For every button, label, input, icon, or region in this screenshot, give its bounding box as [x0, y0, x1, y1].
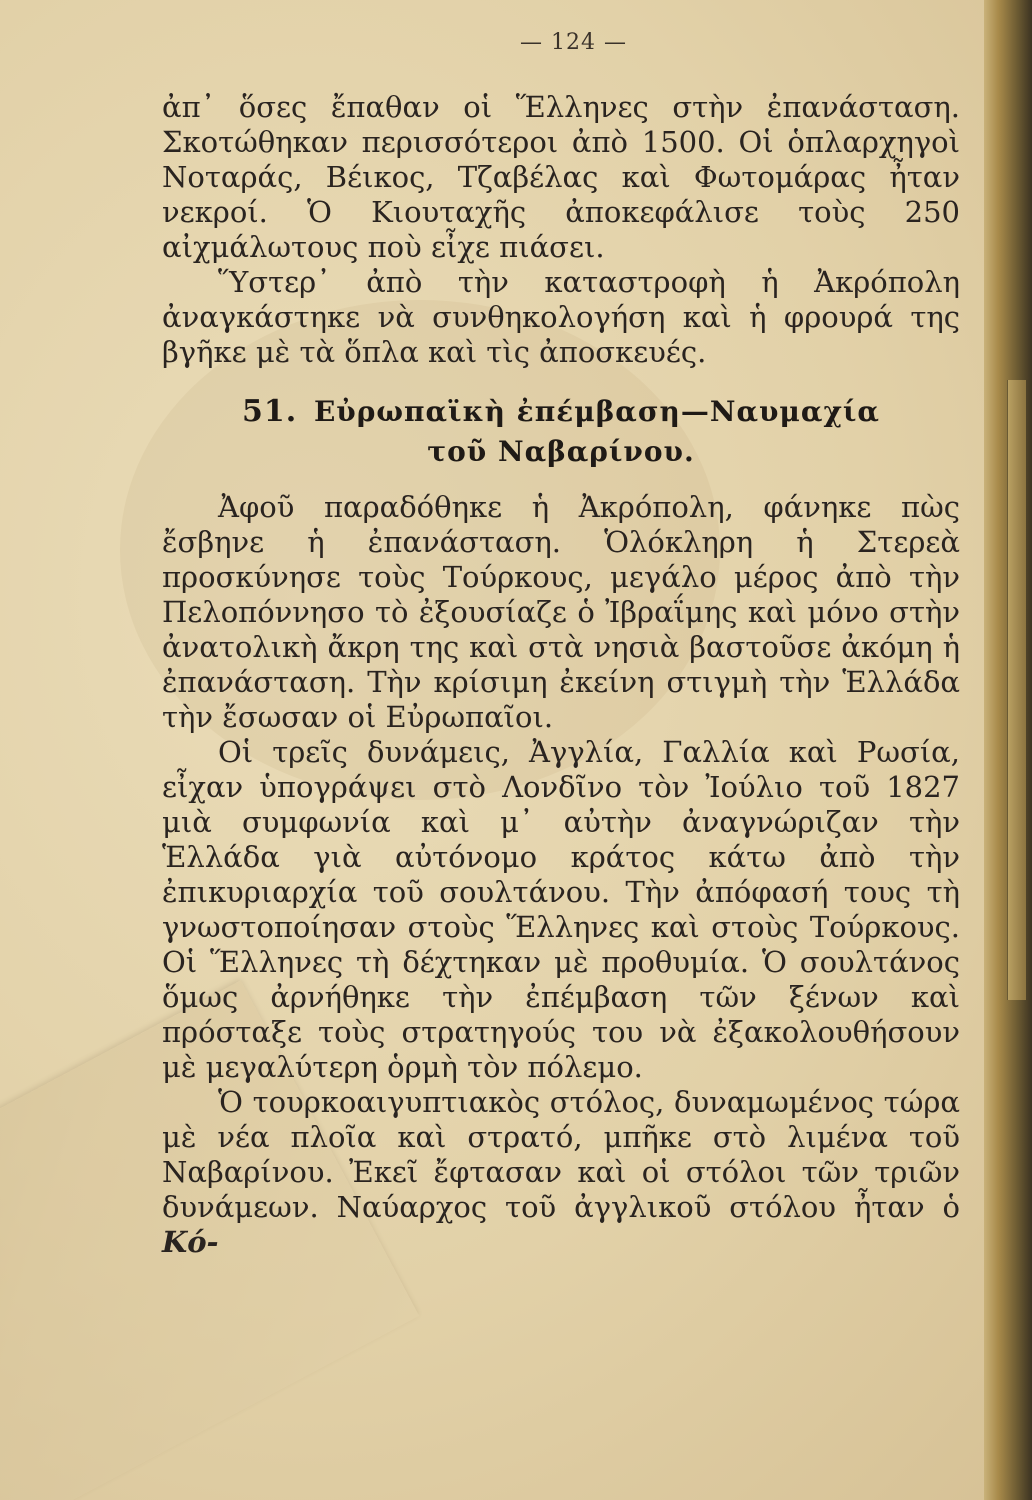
- paragraph-5-text: Ὁ τουρκοαιγυπτιακὸς στόλος, δυναμωμένος τώρα μὲ νέα πλοῖα καὶ στρατό, μπῆκε στὸ λιμένα τοῦ Ναβαρίνου. Ἐκεῖ ἔφτασαν καὶ οἱ στόλοι τῶν τριῶν δυνάμεων. Ναύαρχος τοῦ ἀγγλικοῦ στόλου ἦταν ὁ: [162, 1085, 960, 1224]
- paragraph-2: Ὕστερ᾽ ἀπὸ τὴν καταστροφὴ ἡ Ἀκρόπολη ἀναγκάστηκε νὰ συνθηκολογήση καὶ ἡ φρουρά της βγῆκε μὲ τὰ ὅπλα καὶ τὶς ἀποσκευές.: [162, 265, 960, 369]
- paragraph-5-emphasis: Κό-: [162, 1225, 219, 1259]
- book-spine: [984, 0, 1032, 1500]
- page-number: — 124 —: [520, 30, 627, 55]
- paragraph-5: [162, 1085, 960, 1260]
- section-title-line-2: τοῦ Ναβαρίνου.: [427, 435, 695, 468]
- paragraph-4: Οἱ τρεῖς δυνάμεις, Ἀγγλία, Γαλλία καὶ Ρωσία, εἶχαν ὑπογράψει στὸ Λονδῖνο τὸν Ἰούλιο τοῦ 1827 μιὰ συμφωνία καὶ μ᾽ αὐτὴν ἀναγνώριζαν τὴν Ἑλλάδα γιὰ αὐτόνομο κράτος κάτω ἀπὸ τὴν ἐπικυριαρχία τοῦ σουλτάνου. Τὴν ἀπόφασή τους τὴ γνωστοποίησαν στοὺς Ἕλληνες καὶ στοὺς Τούρκους. Οἱ Ἕλληνες τὴ δέχτηκαν μὲ προθυμία. Ὁ σουλτάνος ὅμως ἀρνήθηκε τὴν ἐπέμβαση τῶν ξένων καὶ πρόσταξε τοὺς στρατηγούς του νὰ ἐξακολουθήσουν μὲ μεγαλύτερη ὁρμὴ τὸν πόλεμο.: [162, 735, 960, 1084]
- paragraph-1: ἀπ᾽ ὅσες ἔπαθαν οἱ Ἕλληνες στὴν ἐπανάσταση. Σκοτώθηκαν περισσότεροι ἀπὸ 1500. Οἱ ὁπλαρχηγοὶ Νοταράς, Βέικος, Τζαβέλας καὶ Φωτομάρας ἦταν νεκροί. Ὁ Κιουταχῆς ἀποκεφάλισε τοὺς 250 αἰχμάλωτους ποὺ εἶχε πιάσει.: [162, 90, 960, 264]
- page-text: [162, 90, 960, 1260]
- spine-label: [1007, 380, 1026, 1000]
- section-number: 51.: [242, 394, 298, 429]
- section-heading: [162, 392, 960, 472]
- section-title-line-1: Εὐρωπαϊκὴ ἐπέμβαση—Ναυμαχία: [313, 395, 880, 428]
- paragraph-3: Ἀφοῦ παραδόθηκε ἡ Ἀκρόπολη, φάνηκε πὼς ἔσβηνε ἡ ἐπανάσταση. Ὁλόκληρη ἡ Στερεὰ προσκύνησε τοὺς Τούρκους, μεγάλο μέρος ἀπὸ τὴν Πελοπόννησο τὸ ἐξουσίαζε ὁ Ἰβραΐμης καὶ μόνο στὴν ἀνατολικὴ ἄκρη της καὶ στὰ νησιὰ βαστοῦσε ἀκόμη ἡ ἐπανάσταση. Τὴν κρίσιμη ἐκείνη στιγμὴ τὴν Ἑλλάδα τὴν ἔσωσαν οἱ Εὐρωπαῖοι.: [162, 490, 960, 734]
